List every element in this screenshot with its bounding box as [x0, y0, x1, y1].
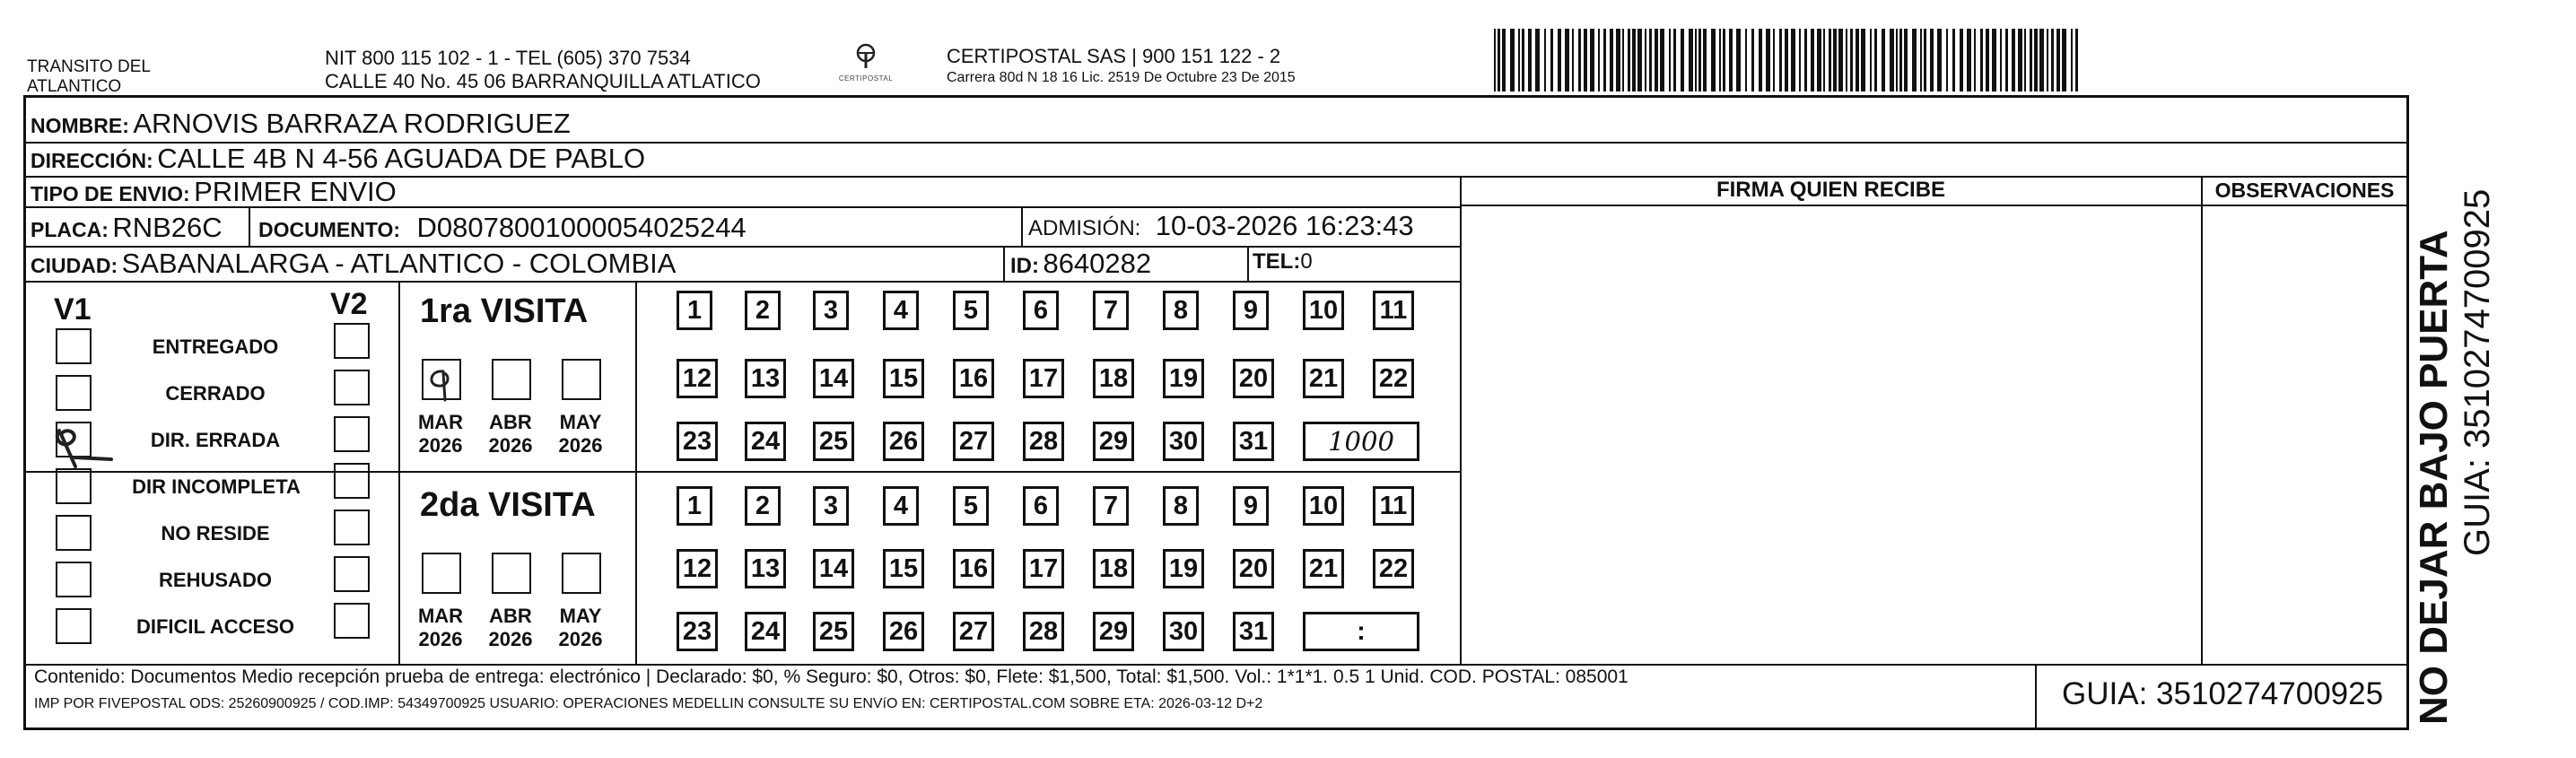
logo-text: CERTIPOSTAL	[838, 74, 894, 83]
barcode-bar	[2075, 29, 2078, 91]
day-checkbox[interactable]: 21	[1303, 359, 1344, 398]
month-checkbox[interactable]	[562, 359, 601, 400]
barcode-bar	[1861, 29, 1865, 91]
status-option-label: NO RESIDE	[161, 522, 270, 545]
barcode-bar	[1494, 29, 1496, 91]
day-checkbox[interactable]: 29	[1093, 422, 1134, 461]
barcode-bar	[1736, 29, 1741, 91]
day-checkbox[interactable]: 26	[883, 422, 924, 461]
barcode-bar	[1622, 29, 1624, 91]
barcode-bar	[2039, 29, 2044, 91]
barcode-bar	[1904, 29, 1908, 91]
v2-checkbox[interactable]	[334, 510, 370, 545]
v2-checkbox[interactable]	[334, 463, 370, 499]
barcode-bar	[1856, 29, 1859, 91]
month-label	[553, 605, 608, 651]
barcode-bar	[1960, 29, 1963, 91]
id-value: 8640282	[1043, 248, 1152, 279]
barcode-bar	[1598, 29, 1600, 91]
barcode-bar	[1698, 29, 1701, 91]
barcode-bar	[2024, 29, 2026, 91]
v2-label: V2	[330, 287, 368, 321]
month-year: 2026	[418, 434, 463, 457]
documento-row	[258, 212, 747, 244]
month-checkbox[interactable]	[492, 359, 531, 400]
barcode-bar	[1986, 29, 1989, 91]
day-checkbox[interactable]: 31	[1233, 612, 1274, 651]
barcode-bar	[1572, 29, 1574, 91]
org-name-line1: TRANSITO DEL	[27, 57, 151, 76]
col-divider	[1003, 246, 1005, 281]
barcode-bar	[1637, 29, 1642, 91]
documento-label: DOCUMENTO:	[258, 218, 401, 241]
barcode-bar	[1899, 29, 1902, 91]
handwritten-check-icon	[48, 422, 120, 475]
first-visit-title: 1ra VISITA	[420, 292, 589, 330]
barcode-bar	[1799, 29, 1801, 91]
col-divider	[635, 281, 637, 664]
ciudad-value: SABANALARGA - ATLANTICO - COLOMBIA	[121, 248, 677, 279]
month-label	[483, 411, 538, 457]
company-line: CERTIPOSTAL SAS | 900 151 122 - 2	[947, 45, 1281, 67]
day-checkbox[interactable]: 8	[1163, 291, 1199, 330]
month-name: MAR	[417, 411, 464, 433]
time-value: 1000	[1328, 426, 1394, 457]
barcode-bar	[1870, 29, 1872, 91]
month-name: ABR	[489, 411, 532, 433]
day-checkbox[interactable]: 28	[1023, 612, 1064, 651]
barcode-bar	[1518, 29, 1520, 91]
barcode-bar	[1689, 29, 1693, 91]
day-checkbox[interactable]: 14	[813, 359, 854, 398]
barcode-bar	[1924, 29, 1926, 91]
barcode-bar	[1817, 29, 1821, 91]
side-warning: NO DEJAR BAJO PUERTA	[2412, 230, 2456, 725]
tipo-label: TIPO DE ENVIO:	[31, 182, 190, 205]
direccion-value: CALLE 4B N 4-56 AGUADA DE PABLO	[157, 143, 646, 174]
v2-checkbox[interactable]	[334, 556, 370, 592]
v1-checkbox[interactable]	[56, 328, 92, 364]
admision-label: ADMISIÓN:	[1028, 216, 1141, 240]
nombre-row	[31, 108, 571, 140]
day-checkbox[interactable]: 17	[1023, 549, 1064, 588]
day-checkbox[interactable]: 18	[1093, 359, 1134, 398]
day-checkbox[interactable]: 10	[1303, 291, 1344, 330]
day-checkbox[interactable]: 14	[813, 549, 854, 588]
barcode-bar	[1578, 29, 1581, 91]
row-divider	[25, 281, 1461, 283]
day-checkbox[interactable]: 13	[745, 359, 786, 398]
barcode-bar	[1510, 29, 1515, 91]
month-year: 2026	[418, 628, 463, 650]
placa-label: PLACA:	[31, 218, 109, 241]
barcode-bar	[1655, 29, 1658, 91]
barcode-bar	[1829, 29, 1831, 91]
day-checkbox[interactable]: 3	[813, 291, 849, 330]
day-checkbox[interactable]: 31	[1233, 422, 1274, 461]
barcode-bar	[1719, 29, 1721, 91]
org-contact	[325, 47, 761, 93]
barcode-bar	[1729, 29, 1733, 91]
certipostal-logo	[831, 43, 901, 95]
id-row	[1010, 248, 1151, 280]
barcode-bar	[2047, 29, 2048, 91]
barcode-bar	[2034, 29, 2038, 91]
footer-divider	[25, 664, 2408, 666]
barcode-bar	[2056, 29, 2060, 91]
barcode-bar	[1980, 29, 1983, 91]
day-checkbox[interactable]: 5	[953, 486, 989, 526]
nombre-label: NOMBRE:	[31, 114, 129, 137]
day-checkbox[interactable]: 24	[745, 612, 786, 651]
barcode-bar	[1773, 29, 1775, 91]
address-line: CALLE 40 No. 45 06 BARRANQUILLA ATLATICO	[325, 70, 761, 92]
barcode-bar	[1528, 29, 1532, 91]
month-name: ABR	[489, 605, 532, 627]
day-checkbox[interactable]: 2	[745, 291, 781, 330]
admision-value: 10-03-2026 16:23:43	[1155, 210, 1414, 241]
barcode-bar	[1558, 29, 1561, 91]
barcode-bar	[1669, 29, 1671, 91]
day-checkbox[interactable]: 12	[677, 359, 718, 398]
v2-checkbox[interactable]	[334, 603, 370, 639]
tipo-row	[31, 176, 397, 208]
day-checkbox[interactable]: 4	[883, 486, 919, 526]
day-checkbox[interactable]: 22	[1373, 359, 1414, 398]
v1-checkbox[interactable]	[56, 515, 92, 551]
second-visit-title: 2da VISITA	[420, 486, 596, 524]
row-divider	[1461, 205, 2406, 206]
barcode-bar	[1673, 29, 1676, 91]
barcode-bar	[1711, 29, 1716, 91]
tel-label: TEL:	[1253, 249, 1301, 274]
barcode-bar	[1632, 29, 1636, 91]
v1-checkbox[interactable]	[56, 608, 92, 644]
company-info	[947, 45, 1296, 88]
barcode-bar	[1791, 29, 1795, 91]
barcode-bar	[1645, 29, 1646, 91]
day-checkbox[interactable]: 7	[1093, 486, 1129, 526]
col-divider	[2201, 176, 2203, 664]
barcode-bar	[1610, 29, 1613, 91]
day-checkbox[interactable]: 13	[745, 549, 786, 588]
barcode-bar	[1751, 29, 1754, 91]
nombre-value: ARNOVIS BARRAZA RODRIGUEZ	[133, 108, 571, 139]
day-checkbox[interactable]: 16	[953, 359, 994, 398]
col-divider	[1460, 176, 1462, 664]
tel-row	[1253, 249, 1313, 274]
barcode-bar	[1992, 29, 1996, 91]
barcode-bar	[1703, 29, 1707, 91]
day-checkbox[interactable]: 16	[953, 549, 994, 588]
barcode-bar	[2062, 29, 2066, 91]
footer-guia: GUIA: 3510274700925	[2062, 676, 2384, 711]
day-checkbox[interactable]: 28	[1023, 422, 1064, 461]
day-checkbox[interactable]: 5	[953, 291, 989, 330]
barcode-bar	[1823, 29, 1825, 91]
month-checkbox[interactable]	[492, 553, 531, 594]
barcode-bar	[1874, 29, 1877, 91]
status-option-label: DIFICIL ACCESO	[135, 615, 294, 638]
logo-icon	[848, 43, 884, 70]
barcode-bar	[1649, 29, 1652, 91]
barcode-bar	[2071, 29, 2073, 91]
barcode-bar	[1628, 29, 1630, 91]
day-checkbox[interactable]: 12	[677, 549, 718, 588]
barcode-bar	[1660, 29, 1664, 91]
barcode-bar	[1937, 29, 1942, 91]
observaciones-header: OBSERVACIONES	[2214, 179, 2395, 202]
barcode-bar	[1912, 29, 1917, 91]
barcode-bar	[1974, 29, 1976, 91]
barcode-bar	[2018, 29, 2022, 91]
footer-contenido: Contenido: Documentos Medio recepción prueba de entrega: electrónico | Declarado: $0, % Seguro: $0, Otros: $0, Flete: $1,500, Total: $1,500. Vol.: 1*1*1. 0.5 1 Unid. COD. POSTAL: 085001	[34, 667, 1629, 687]
placa-row	[31, 212, 223, 244]
status-option-label: CERRADO	[165, 382, 266, 405]
month-name: MAR	[417, 605, 464, 627]
barcode-bar	[1723, 29, 1725, 91]
day-checkbox[interactable]: 19	[1163, 359, 1204, 398]
barcode-bar	[1967, 29, 1971, 91]
day-checkbox[interactable]: 1	[677, 486, 712, 526]
barcode-bar	[1681, 29, 1684, 91]
barcode-bar	[1890, 29, 1894, 91]
barcode-bar	[1850, 29, 1853, 91]
v1-checkbox[interactable]	[56, 375, 92, 411]
barcode	[1494, 29, 2082, 93]
barcode-bar	[1590, 29, 1594, 91]
day-checkbox[interactable]: 15	[883, 359, 924, 398]
id-label: ID:	[1010, 254, 1039, 278]
day-checkbox[interactable]: 25	[813, 612, 854, 651]
license-line: Carrera 80d N 18 16 Lic. 2519 De Octubre 23 De 2015	[947, 70, 1296, 85]
barcode-bar	[1544, 29, 1546, 91]
day-checkbox[interactable]: 30	[1163, 612, 1204, 651]
barcode-bar	[1846, 29, 1847, 91]
barcode-bar	[1882, 29, 1885, 91]
time-value: :	[1357, 616, 1366, 646]
barcode-bar	[2005, 29, 2008, 91]
barcode-bar	[1616, 29, 1620, 91]
barcode-bar	[1779, 29, 1782, 91]
status-option-label: REHUSADO	[159, 569, 272, 591]
barcode-bar	[1930, 29, 1934, 91]
barcode-bar	[1522, 29, 1524, 91]
day-checkbox[interactable]: 24	[745, 422, 786, 461]
month-checkbox[interactable]	[422, 553, 461, 594]
barcode-bar	[2000, 29, 2002, 91]
day-checkbox[interactable]: 4	[883, 291, 919, 330]
col-divider	[398, 281, 400, 664]
org-name-line2: ATLANTICO	[27, 77, 122, 96]
day-checkbox[interactable]: 6	[1023, 291, 1059, 330]
v2-checkbox[interactable]	[334, 323, 370, 359]
day-checkbox[interactable]: 15	[883, 549, 924, 588]
day-checkbox[interactable]: 27	[953, 422, 994, 461]
barcode-bar	[1766, 29, 1770, 91]
admision-row	[1028, 210, 1414, 242]
day-checkbox[interactable]: 18	[1093, 549, 1134, 588]
day-checkbox[interactable]: 1	[677, 291, 712, 330]
month-checkbox[interactable]	[562, 553, 601, 594]
barcode-bar	[1550, 29, 1553, 91]
month-label	[553, 411, 608, 457]
month-year: 2026	[558, 628, 603, 650]
time-field[interactable]	[1303, 612, 1419, 651]
barcode-bar	[1535, 29, 1540, 91]
nit-line: NIT 800 115 102 - 1 - TEL (605) 370 7534	[325, 47, 691, 69]
barcode-bar	[2012, 29, 2015, 91]
day-checkbox[interactable]: 17	[1023, 359, 1064, 398]
day-checkbox[interactable]: 8	[1163, 486, 1199, 526]
firma-header: FIRMA QUIEN RECIBE	[1716, 178, 1946, 202]
barcode-bar	[1804, 29, 1807, 91]
status-option-label: ENTREGADO	[152, 335, 279, 358]
day-checkbox[interactable]: 22	[1373, 549, 1414, 588]
month-label	[413, 605, 468, 651]
barcode-bar	[1565, 29, 1569, 91]
month-name: MAY	[559, 605, 602, 627]
tel-value: 0	[1300, 249, 1313, 274]
ciudad-row	[31, 248, 676, 280]
month-label	[413, 411, 468, 457]
month-year: 2026	[558, 434, 603, 457]
barcode-bar	[1745, 29, 1747, 91]
day-checkbox[interactable]: 23	[677, 612, 718, 651]
barcode-bar	[1946, 29, 1948, 91]
day-checkbox[interactable]: 7	[1093, 291, 1129, 330]
status-option-label: DIR INCOMPLETA	[132, 475, 301, 498]
org-name	[27, 57, 151, 97]
placa-value: RNB26C	[112, 212, 223, 243]
barcode-bar	[2051, 29, 2054, 91]
direccion-label: DIRECCIÓN:	[31, 149, 153, 172]
day-checkbox[interactable]: 29	[1093, 612, 1134, 651]
barcode-bar	[1785, 29, 1788, 91]
day-checkbox[interactable]: 25	[813, 422, 854, 461]
ciudad-label: CIUDAD:	[31, 254, 118, 277]
barcode-bar	[1502, 29, 1506, 91]
barcode-bar	[2030, 29, 2032, 91]
time-field-handwritten[interactable]	[1303, 422, 1419, 461]
day-checkbox[interactable]: 30	[1163, 422, 1204, 461]
month-name: MAY	[559, 411, 602, 433]
day-checkbox[interactable]: 11	[1373, 291, 1414, 330]
tipo-value: PRIMER ENVIO	[194, 176, 397, 207]
barcode-bar	[1896, 29, 1898, 91]
v1-label: V1	[54, 292, 92, 327]
day-checkbox[interactable]: 23	[677, 422, 718, 461]
day-checkbox[interactable]: 26	[883, 612, 924, 651]
row-divider	[25, 471, 1461, 473]
col-divider	[1021, 206, 1023, 246]
barcode-bar	[1811, 29, 1814, 91]
barcode-bar	[1833, 29, 1837, 91]
day-checkbox[interactable]: 20	[1233, 359, 1274, 398]
barcode-bar	[1920, 29, 1922, 91]
day-checkbox[interactable]: 10	[1303, 486, 1344, 526]
barcode-bar	[1603, 29, 1606, 91]
barcode-bar	[1952, 29, 1955, 91]
side-guia: GUIA: 3510274700925	[2458, 188, 2497, 556]
barcode-bar	[1498, 29, 1500, 91]
day-checkbox[interactable]: 27	[953, 612, 994, 651]
barcode-bar	[1695, 29, 1697, 91]
day-checkbox[interactable]: 2	[745, 486, 781, 526]
v2-checkbox[interactable]	[334, 416, 370, 452]
status-option-label: DIR. ERRADA	[150, 429, 281, 451]
day-checkbox[interactable]: 9	[1233, 486, 1269, 526]
month-label	[483, 605, 538, 651]
day-checkbox[interactable]: 21	[1303, 549, 1344, 588]
col-divider	[2035, 664, 2037, 730]
footer-imp-line: IMP POR FIVEPOSTAL ODS: 25260900925 / COD.IMP: 54349700925 USUARIO: OPERACIONES MEDELLIN CONSULTE SU ENVíO EN: CERTIPOSTAL.COM SOBRE ETA: 2026-03-12 D+2	[34, 696, 1263, 711]
col-divider	[1247, 246, 1249, 281]
barcode-bar	[1838, 29, 1843, 91]
direccion-row	[31, 143, 645, 175]
day-checkbox[interactable]: 3	[813, 486, 849, 526]
barcode-bar	[1584, 29, 1587, 91]
handwritten-mark-icon	[420, 362, 465, 407]
day-checkbox[interactable]: 20	[1233, 549, 1274, 588]
day-checkbox[interactable]: 6	[1023, 486, 1059, 526]
month-year: 2026	[488, 628, 533, 650]
v2-checkbox[interactable]	[334, 370, 370, 405]
month-year: 2026	[488, 434, 533, 457]
col-divider	[249, 206, 250, 246]
day-checkbox[interactable]: 9	[1233, 291, 1269, 330]
day-checkbox[interactable]: 19	[1163, 549, 1204, 588]
v1-checkbox[interactable]	[56, 562, 92, 597]
day-checkbox[interactable]: 11	[1373, 486, 1414, 526]
barcode-bar	[1759, 29, 1762, 91]
documento-value: D08078001000054025244	[416, 212, 747, 243]
